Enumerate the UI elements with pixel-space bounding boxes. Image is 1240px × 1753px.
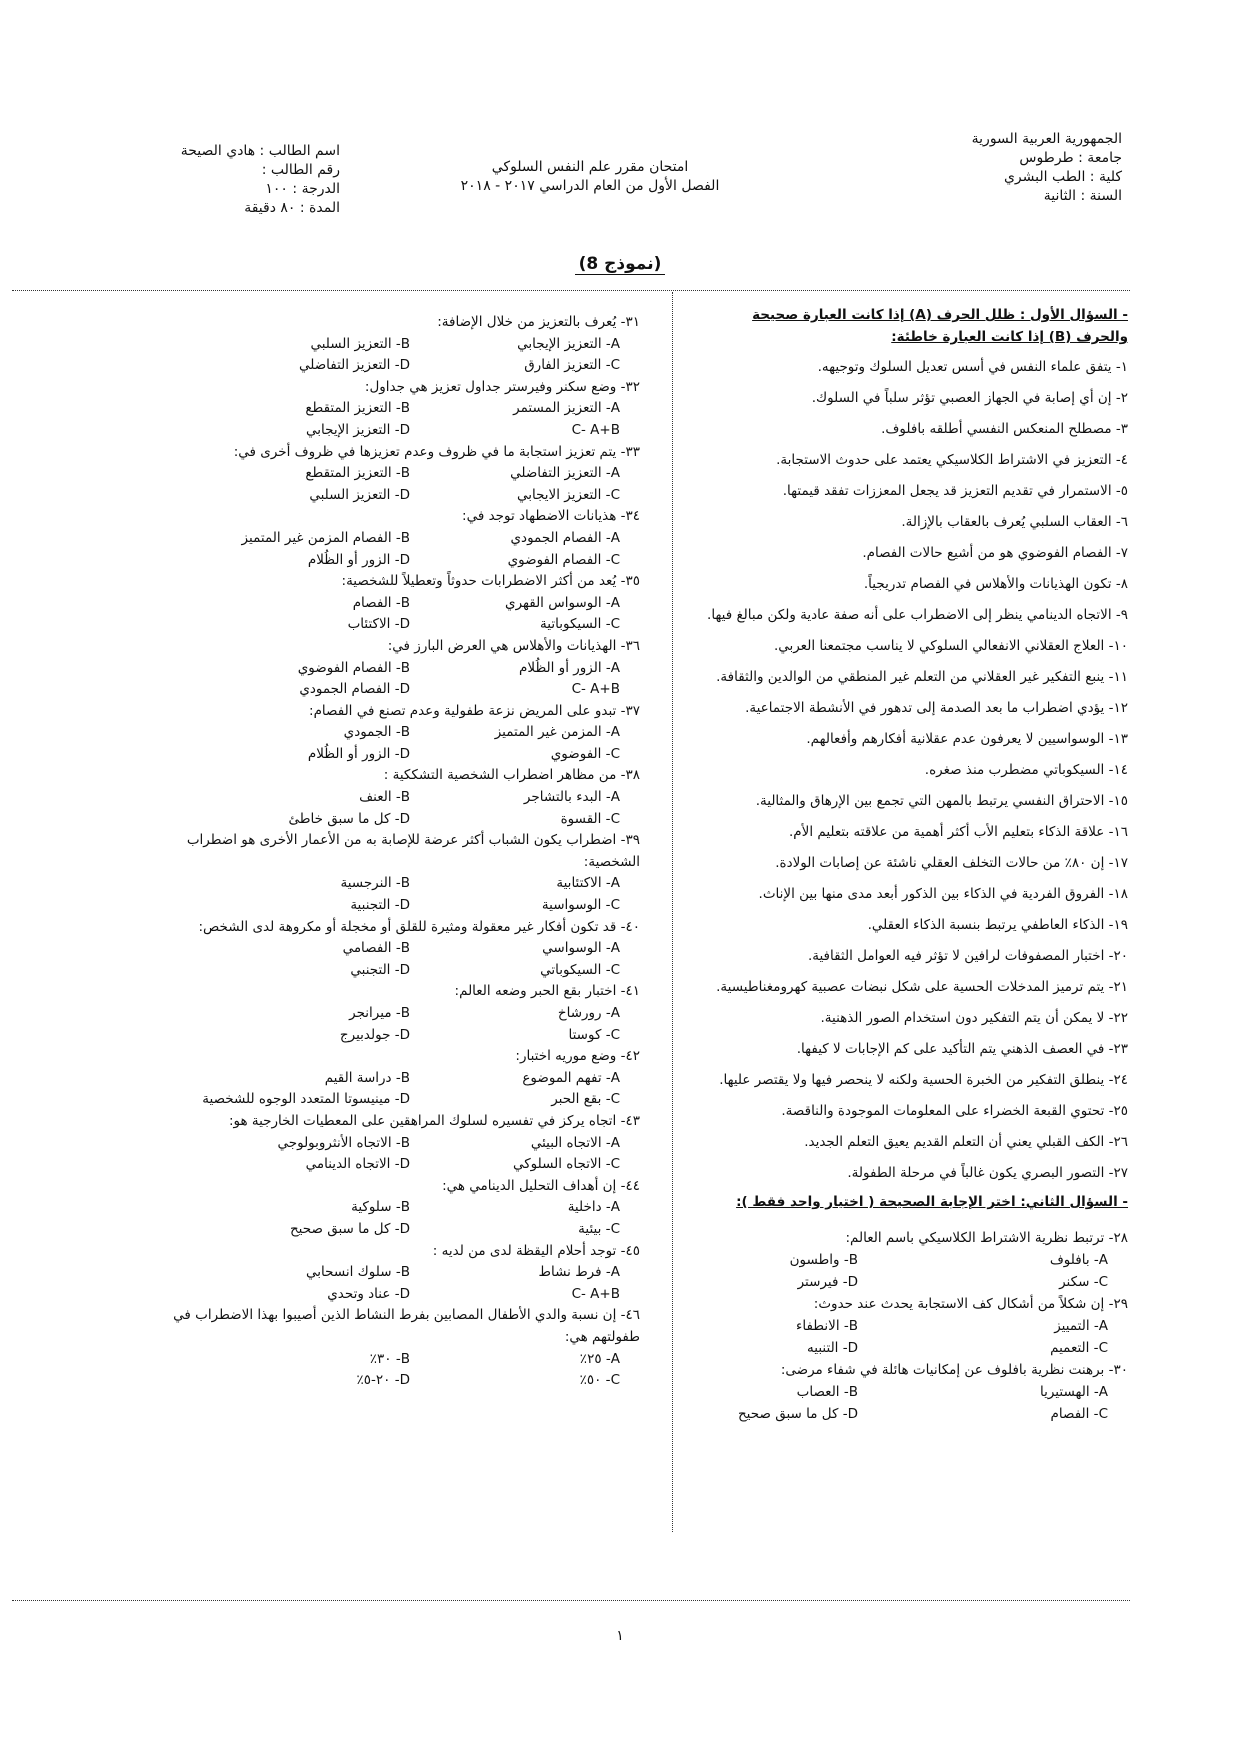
answer-option[interactable]: C- بيئية — [578, 1220, 620, 1237]
true-false-item: ١٥- الاحتراق النفسي يرتبط بالمهن التي تجمع بين الإرهاق والمثالية. — [755, 793, 1128, 809]
answer-option[interactable]: A- المزمن غير المتميز — [494, 724, 620, 741]
true-false-item: ٢٧- التصور البصري يكون غالباً في مرحلة الطفولة. — [847, 1165, 1128, 1181]
answer-option[interactable]: C- السيكوباتي — [540, 961, 620, 978]
answer-options — [140, 334, 640, 377]
page-number: ١ — [616, 1628, 624, 1644]
section1-title — [588, 304, 1128, 348]
section1-title-line: - السؤال الأول : ظلل الحرف (A) إذا كانت العبارة صحيحة — [752, 307, 1128, 323]
question-text: ٣١- يُعرف بالتعزيز من خلال الإضافة: — [437, 314, 640, 330]
true-false-item: ١٨- الفروق الفردية في الذكاء بين الذكور أبعد مدى منها بين الإناث. — [758, 886, 1128, 902]
mcq-question — [140, 917, 640, 982]
answer-option[interactable]: A- التعزيز المستمر — [513, 400, 620, 417]
answer-options — [140, 787, 640, 830]
answer-option[interactable]: D- مينيسوتا المتعدد الوجوه للشخصية — [202, 1091, 410, 1108]
divider-bottom — [12, 1600, 1130, 1601]
question-text: ٣٦- الهذيانات والأهلاس هي العرض البارز في: — [387, 637, 640, 654]
answer-option[interactable]: B- الفصام الفوضوي — [297, 659, 410, 676]
mcq-question — [140, 1241, 640, 1306]
answer-option[interactable]: D- كل ما سبق خاطئ — [288, 810, 410, 827]
exam-grade: الدرجة : ١٠٠ — [265, 181, 340, 197]
answer-options — [140, 873, 640, 916]
answer-options — [588, 1381, 1128, 1425]
header-line: السنة : الثانية — [1043, 188, 1122, 204]
true-false-item: ٢٢- لا يمكن أن يتم التفكير دون استخدام الصور الذهنية. — [820, 1010, 1128, 1026]
answer-option[interactable]: C- A+B — [571, 681, 620, 698]
question-text: ٣٠- برهنت نظرية بافلوف عن إمكانيات هائلة في شفاء مرضى: — [780, 1362, 1128, 1378]
mcq-list-right — [588, 1227, 1128, 1425]
answer-option[interactable]: B- التعزيز المتقطع — [305, 400, 410, 417]
answer-option[interactable]: A- الاتجاه البيئي — [530, 1134, 620, 1151]
answer-option[interactable]: A- ٢٥٪ — [579, 1350, 620, 1367]
question-text: ٤٦- إن نسبة والدي الأطفال المصابين بفرط النشاط الذين أصيبوا بهذا الاضطراب في طفولتهم هي: — [173, 1307, 640, 1345]
question-text: ٣٤- هذيانات الاضطهاد توجد في: — [462, 508, 640, 525]
true-false-item: ١٣- الوسواسيين لا يعرفون عدم عقلانية أفكارهم وأفعالهم. — [806, 731, 1128, 747]
mcq-question — [588, 1359, 1128, 1425]
true-false-item: ١٩- الذكاء العاطفي يرتبط بنسبة الذكاء العقلي. — [867, 917, 1128, 933]
answer-option[interactable]: D- جولدبيرج — [339, 1026, 410, 1043]
answer-options — [140, 398, 640, 441]
question-text: ٢٨- ترتبط نظرية الاشتراط الكلاسيكي باسم العالم: — [845, 1230, 1128, 1246]
true-false-item: ١٧- إن ٨٠٪ من حالات التخلف العقلي ناشئة عن إصابات الولادة. — [775, 855, 1128, 871]
mcq-question — [140, 377, 640, 442]
answer-option[interactable]: B- الانطفاء — [796, 1318, 858, 1334]
answer-option[interactable]: D- كل ما سبق صحيح — [737, 1406, 858, 1422]
mcq-question — [140, 506, 640, 571]
question-text: ٣٧- تبدو على المريض نزعة طفولية وعدم تصنع في الفصام: — [309, 702, 640, 719]
answer-option[interactable]: B- ٣٠٪ — [369, 1350, 410, 1367]
answer-option[interactable]: A- تفهم الموضوع — [522, 1069, 620, 1086]
answer-option[interactable]: D- الاكتئاب — [347, 616, 410, 633]
answer-option[interactable]: B- ميرانجر — [349, 1005, 410, 1021]
mcq-question — [140, 442, 640, 507]
question-text: ٤٣- اتجاه يركز في تفسيره لسلوك المراهقين على المعطيات الخارجية هو: — [228, 1112, 640, 1129]
mcq-question — [140, 1046, 640, 1111]
answer-option[interactable]: A- التعزيز التفاضلي — [510, 465, 620, 482]
answer-option[interactable]: A- التعزيز الإيجابي — [517, 335, 620, 352]
answer-option[interactable]: A- بافلوف — [1049, 1252, 1108, 1268]
answer-options — [140, 1349, 640, 1392]
answer-option[interactable]: C- التعزيز الفارق — [524, 357, 620, 374]
mcq-question — [140, 571, 640, 636]
question-text: ٣٨- من مظاهر اضطراب الشخصية التشككية : — [383, 767, 640, 784]
answer-option[interactable]: B- الفصام المزمن غير المتميز — [241, 529, 410, 546]
answer-option[interactable]: A- الوسواس القهري — [505, 594, 620, 611]
answer-option[interactable]: C- الفوضوي — [550, 745, 620, 762]
answer-options — [140, 1003, 640, 1046]
mcq-question — [140, 701, 640, 766]
section2-title: - السؤال الثاني: اختر الإجابة الصحيحة ( اختيار واحد فقط ): — [736, 1194, 1128, 1210]
exam-term: الفصل الأول من العام الدراسي ٢٠١٧ - ٢٠١٨ — [460, 178, 720, 194]
answer-options — [140, 658, 640, 701]
question-text: ٤٢- وضع موريه اختبار: — [515, 1048, 640, 1065]
answer-options — [140, 463, 640, 506]
question-text: ٣٩- اضطراب يكون الشباب أكثر عرضة للإصابة به من الأعمار الأخرى هو اضطراب الشخصية: — [186, 832, 640, 870]
answer-options — [140, 1262, 640, 1305]
answer-option[interactable]: B- سلوك انسحابي — [306, 1264, 410, 1281]
answer-option[interactable]: B- دراسة القيم — [324, 1069, 410, 1086]
answer-options — [140, 938, 640, 981]
mcq-question — [140, 830, 640, 916]
answer-option[interactable]: A- الاكتئابية — [556, 875, 620, 892]
true-false-item: ٢٦- الكف القبلي يعني أن التعلم القديم يعيق التعلم الجديد. — [804, 1134, 1128, 1150]
answer-option[interactable]: D- الزور أو الظُلام — [307, 551, 410, 568]
question-text: ٤٥- توجد أحلام اليقظة لدى من لديه : — [432, 1242, 640, 1259]
model-label-text: (نموذج 8) — [575, 254, 666, 275]
answer-option[interactable]: A- التمييز — [1054, 1318, 1108, 1334]
answer-option[interactable]: C- التعميم — [1050, 1340, 1108, 1356]
true-false-item: ٦- العقاب السلبي يُعرف بالعقاب بالإزالة. — [901, 514, 1128, 530]
true-false-item: ٤- التعزيز في الاشتراط الكلاسيكي يعتمد على حدوث الاستجابة. — [776, 452, 1128, 468]
answer-option[interactable]: C- الوسواسية — [541, 897, 620, 914]
question-text: ٤١- اختبار بقع الحبر وضعه العالم: — [454, 983, 640, 1000]
answer-option[interactable]: A- الهستيريا — [1039, 1384, 1108, 1400]
exam-duration: المدة : ٨٠ دقيقة — [244, 200, 340, 216]
answer-option[interactable]: C- السيكوباتية — [540, 616, 620, 633]
true-false-item: ٣- مصطلح المنعكس النفسي أطلقه بافلوف. — [881, 421, 1128, 437]
header-institution — [972, 130, 1122, 206]
true-false-item: ١٢- يؤدي اضطراب ما بعد الصدمة إلى تدهور في الأنشطة الاجتماعية. — [745, 700, 1128, 716]
answer-option[interactable]: A- الوسواسي — [542, 940, 620, 957]
true-false-item: ٢- إن أي إصابة في الجهاز العصبي تؤثر سلباً في السلوك. — [811, 390, 1128, 406]
answer-option[interactable]: B- التعزيز المتقطع — [305, 465, 410, 482]
answer-option[interactable]: C- بقع الحبر — [551, 1091, 620, 1108]
true-false-item: ٧- الفصام الفوضوي هو من أشيع حالات الفصام. — [862, 545, 1128, 561]
answer-options — [140, 722, 640, 765]
answer-options — [140, 1197, 640, 1240]
answer-option[interactable]: C- الفصام — [1050, 1406, 1108, 1422]
right-column — [588, 304, 1128, 1425]
mcq-question — [140, 981, 640, 1046]
true-false-item: ١٦- علاقة الذكاء بتعليم الأب أكثر أهمية من علاقته بتعليم الأم. — [788, 824, 1128, 840]
true-false-item: ١٤- السيكوباتي مضطرب منذ صغره. — [924, 762, 1128, 778]
answer-option[interactable]: D- التجنبي — [350, 961, 410, 978]
header-line: كلية : الطب البشري — [1003, 169, 1122, 185]
answer-option[interactable]: C- كوستا — [568, 1026, 620, 1043]
true-false-item: ٢٥- تحتوي القبعة الخضراء على المعلومات الموجودة والناقصة. — [781, 1103, 1128, 1119]
true-false-item: ٥- الاستمرار في تقديم التعزيز قد يجعل المعززات تفقد قيمتها. — [782, 483, 1128, 499]
mcq-question — [140, 312, 640, 377]
answer-option[interactable]: B- سلوكية — [351, 1199, 410, 1216]
answer-option[interactable]: D- ٢٠-٥٪ — [356, 1372, 410, 1389]
true-false-item: ٢٤- ينطلق التفكير من الخبرة الحسية ولكنه لا ينحصر فيها ولا يقتصر عليها. — [719, 1072, 1128, 1088]
answer-option[interactable]: D- التنبيه — [807, 1340, 858, 1356]
true-false-item: ٢٣- في العصف الذهني يتم التأكيد على كم الإجابات لا كيفها. — [796, 1041, 1128, 1057]
answer-options — [140, 593, 640, 636]
mcq-question — [140, 636, 640, 701]
answer-option[interactable]: D- كل ما سبق صحيح — [289, 1220, 410, 1237]
answer-option[interactable]: C- A+B — [571, 421, 620, 438]
answer-option[interactable]: C- التعزيز الايجابي — [516, 486, 620, 503]
answer-option[interactable]: B- العصاب — [796, 1384, 858, 1400]
question-text: ٢٩- إن شكلاً من أشكال كف الاستجابة يحدث عند حدوث: — [813, 1296, 1128, 1312]
answer-options — [140, 1133, 640, 1176]
answer-options — [140, 528, 640, 571]
mcq-list-left — [140, 312, 640, 1392]
answer-option[interactable]: C- سكنر — [1059, 1274, 1108, 1290]
answer-option[interactable]: B- التعزيز السلبي — [310, 335, 410, 352]
true-false-item: ٢٠- اختبار المصفوفات لرافين لا تؤثر فيه العوامل الثقافية. — [807, 948, 1128, 964]
model-label — [0, 254, 1240, 274]
answer-option[interactable]: D- التجنبية — [350, 897, 410, 914]
question-text: ٤٠- قد تكون أفكار غير معقولة ومثيرة للقلق أو مخجلة أو مكروهة لدى الشخص: — [198, 918, 640, 935]
true-false-item: ١- يتفق علماء النفس في أسس تعديل السلوك وتوجيهه. — [817, 359, 1128, 375]
true-false-item: ٢١- يتم ترميز المدخلات الحسية على شكل نبضات عصبية كهرومغناطيسية. — [716, 979, 1128, 995]
answer-option[interactable]: B- الفصامي — [342, 940, 410, 957]
mcq-question — [588, 1227, 1128, 1293]
true-false-item: ١١- ينبع التفكير غير العقلاني من التعلم غير المنطقي من الوالدين والثقافة. — [716, 669, 1128, 685]
header-student-info — [125, 142, 340, 218]
answer-option[interactable]: A- الفصام الجمودي — [510, 529, 620, 546]
answer-option[interactable]: C- الفصام الفوضوي — [507, 551, 620, 568]
question-text: ٤٤- إن أهداف التحليل الدينامي هي: — [442, 1177, 640, 1194]
true-false-list — [588, 352, 1128, 1189]
answer-option[interactable]: B- واطسون — [789, 1252, 858, 1268]
student-number: رقم الطالب : — [261, 162, 340, 178]
answer-options — [588, 1315, 1128, 1359]
mcq-question — [140, 1176, 640, 1241]
header-exam-title — [440, 158, 740, 196]
answer-option[interactable]: B- النرجسية — [340, 875, 410, 892]
question-text: ٣٥- يُعد من أكثر الاضطرابات حدوثاً وتعطيلاً للشخصية: — [341, 573, 640, 590]
answer-option[interactable]: D- فيرستر — [797, 1274, 858, 1290]
question-text: ٣٢- وضع سكنر وفيرستر جداول تعزيز هي جداول: — [364, 378, 640, 395]
answer-options — [140, 1068, 640, 1111]
question-text: ٣٣- يتم تعزيز استجابة ما في ظروف وعدم تعزيزها في ظروف أخرى في: — [233, 443, 640, 460]
answer-option[interactable]: C- القسوة — [560, 810, 620, 827]
answer-option[interactable]: B- العنف — [359, 789, 410, 806]
section1-title-line: والحرف (B) إذا كانت العبارة خاطئة: — [891, 329, 1128, 345]
exam-title: امتحان مقرر علم النفس السلوكي — [491, 159, 689, 175]
true-false-item: ٩- الاتجاه الدينامي ينظر إلى الاضطراب على أنه صفة عادية ولكن مبالغ فيها. — [707, 607, 1128, 623]
answer-option[interactable]: A- البدء بالتشاجر — [523, 789, 620, 806]
answer-option[interactable]: D- التعزيز السلبي — [309, 486, 410, 503]
true-false-item: ١٠- العلاج العقلاني الانفعالي السلوكي لا يناسب مجتمعنا العربي. — [773, 638, 1128, 654]
answer-option[interactable]: D- الاتجاه الدينامي — [305, 1156, 410, 1173]
answer-option[interactable]: A- فرط نشاط — [538, 1264, 620, 1281]
answer-option[interactable]: D- الزور أو الظُلام — [307, 745, 410, 762]
answer-option[interactable]: D- الفصام الجمودي — [299, 681, 410, 698]
divider-top — [12, 290, 1130, 291]
header-line: جامعة : طرطوس — [1019, 150, 1122, 166]
answer-option[interactable]: D- التعزيز الإيجابي — [305, 421, 410, 438]
answer-option[interactable]: D- التعزيز التفاضلي — [298, 357, 410, 374]
answer-option[interactable]: C- ٥٠٪ — [579, 1372, 620, 1389]
mcq-question — [140, 765, 640, 830]
student-name: اسم الطالب : هادي الصيحة — [180, 143, 340, 159]
answer-options — [588, 1249, 1128, 1293]
mcq-question — [588, 1293, 1128, 1359]
answer-option[interactable]: B- الفصام — [352, 594, 410, 611]
answer-option[interactable]: B- الاتجاه الأنثروبولوجي — [277, 1134, 410, 1151]
answer-option[interactable]: B- الجمودي — [343, 724, 410, 741]
mcq-question — [140, 1305, 640, 1391]
answer-option[interactable]: C- الاتجاه السلوكي — [512, 1156, 620, 1173]
answer-option[interactable]: C- A+B — [571, 1285, 620, 1302]
answer-option[interactable]: A- رورشاخ — [557, 1005, 620, 1021]
left-column — [140, 312, 640, 1392]
answer-option[interactable]: D- عناد وتحدي — [327, 1285, 410, 1302]
answer-option[interactable]: A- الزور أو الظُلام — [519, 659, 620, 676]
true-false-item: ٨- تكون الهذيانات والأهلاس في الفصام تدريجياً. — [863, 576, 1128, 592]
answer-option[interactable]: A- داخلية — [567, 1199, 620, 1216]
mcq-question — [140, 1111, 640, 1176]
header-line: الجمهورية العربية السورية — [971, 131, 1122, 147]
